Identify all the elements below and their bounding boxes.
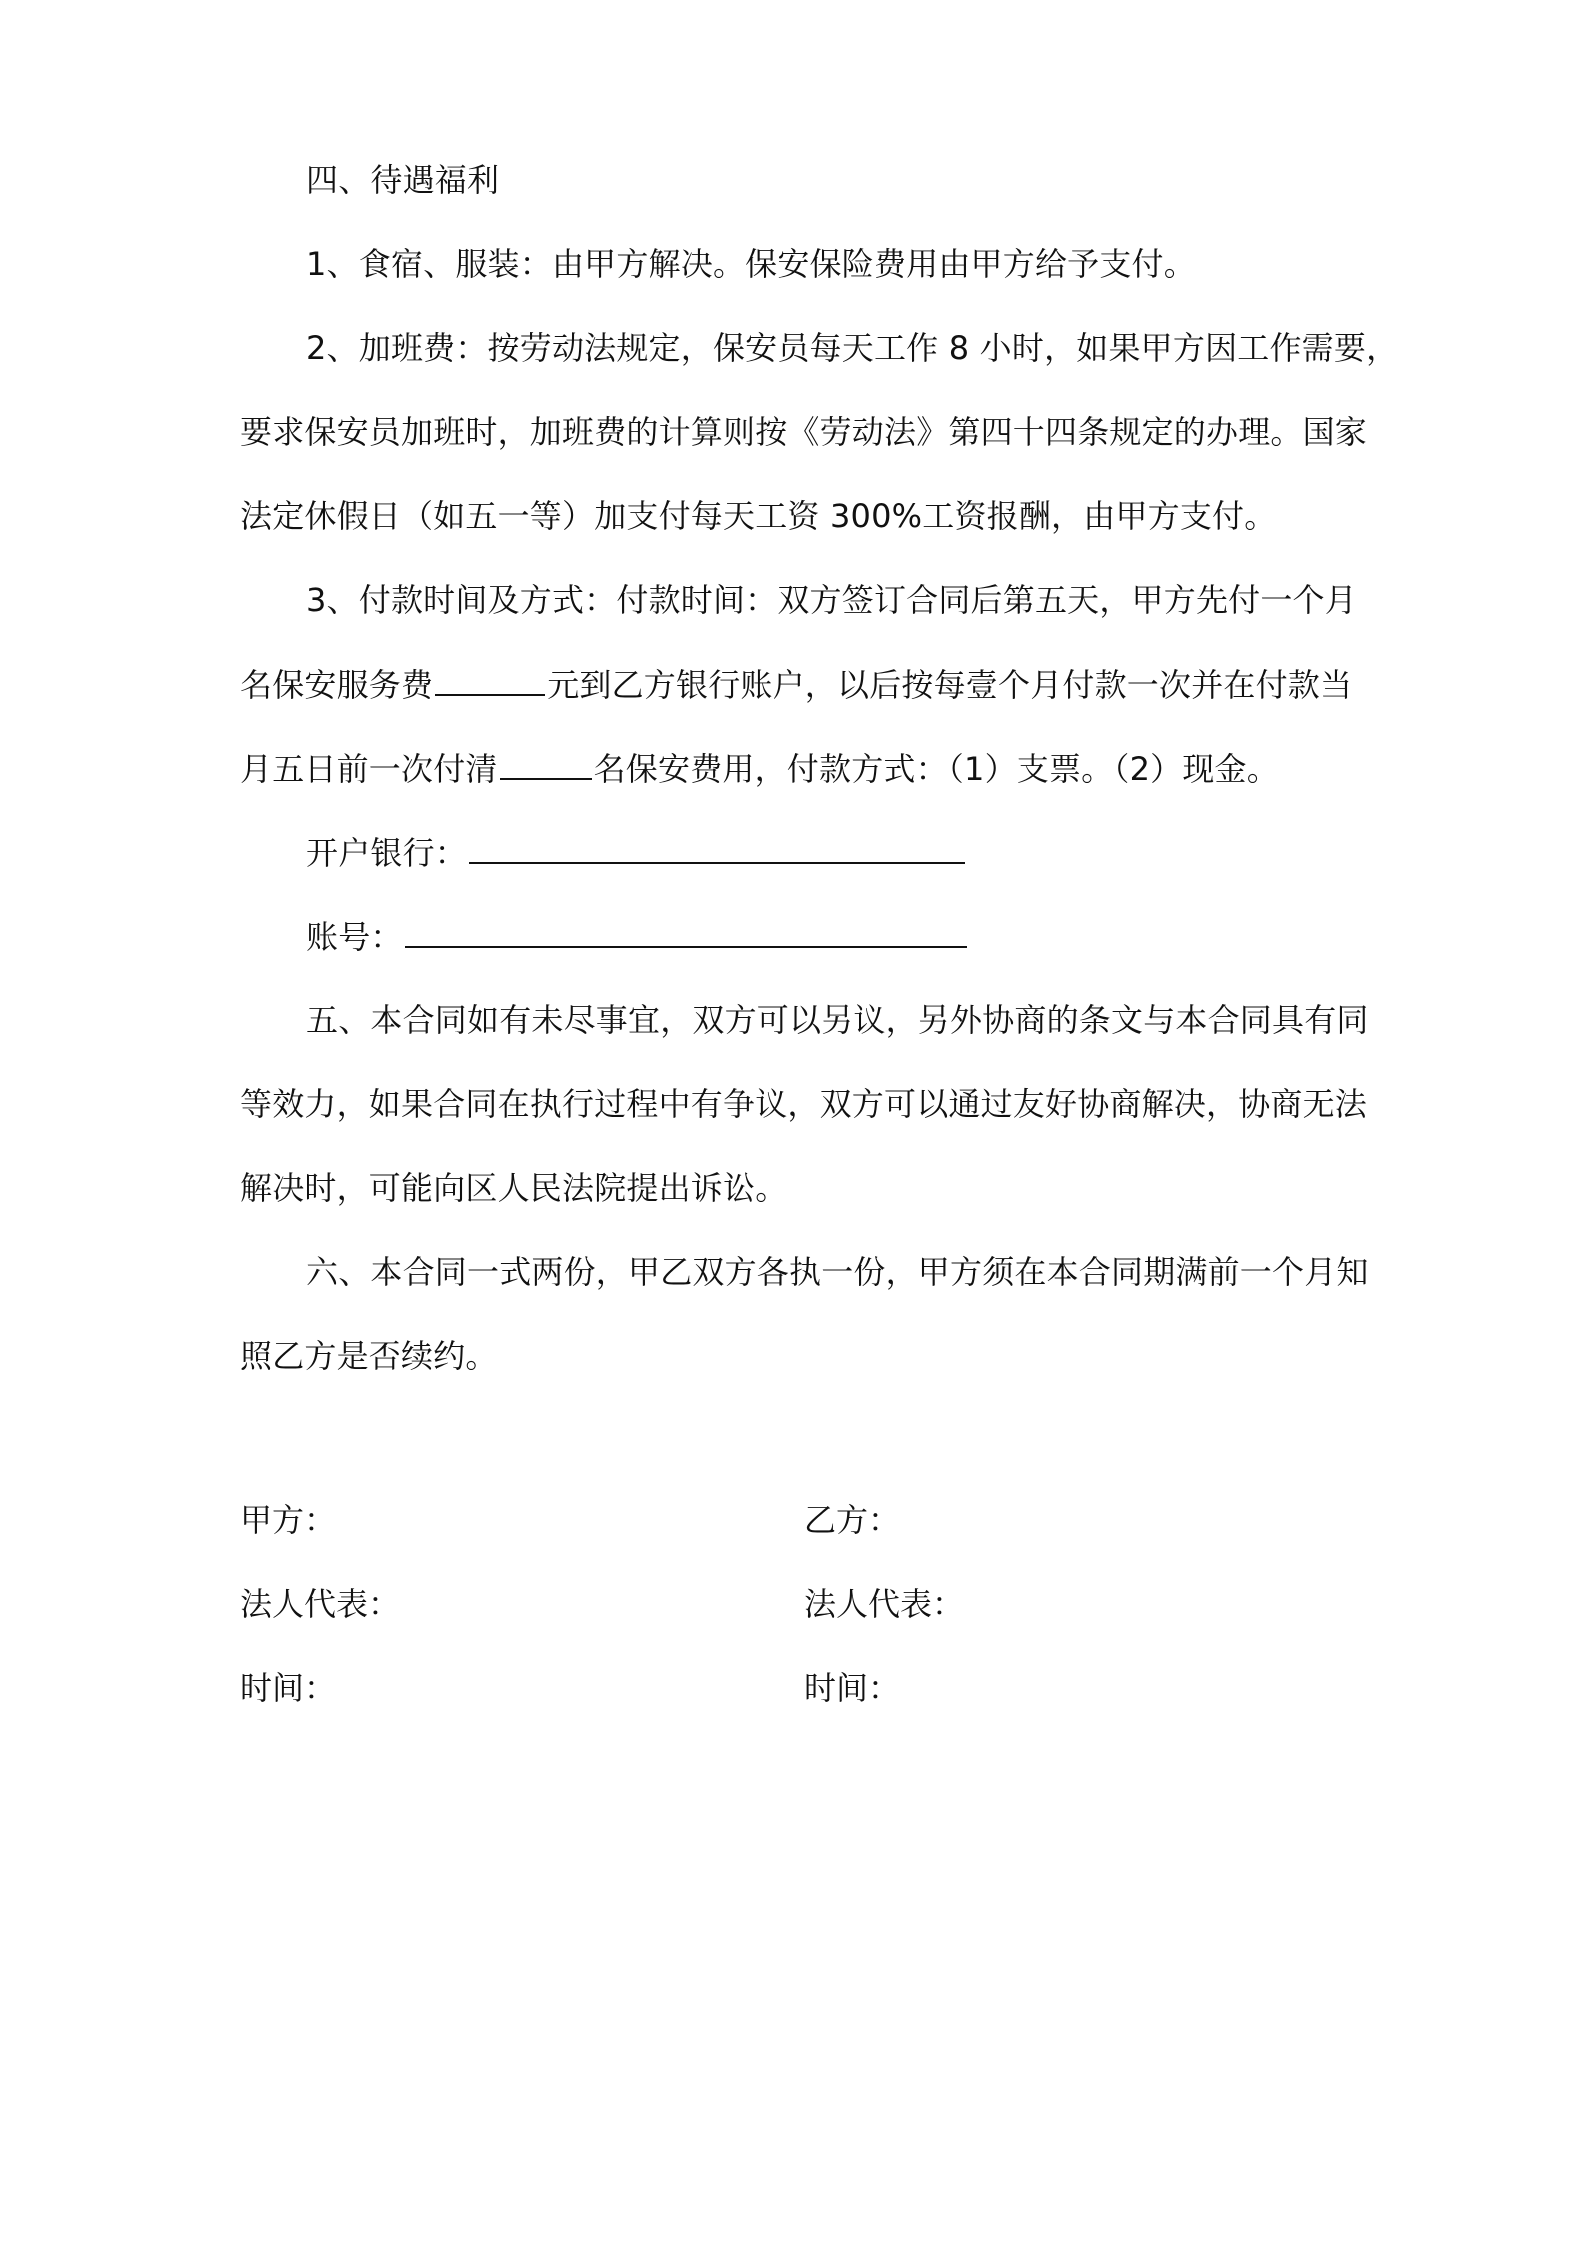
section-5-line-2: 等效力，如果合同在执行过程中有争议，双方可以通过友好协商解决，协商无法: [240, 1085, 1368, 1123]
payment-method-text: 名保安费用，付款方式：（1）支票。（2）现金。: [593, 750, 1279, 788]
section-4-item-3-line-3: [240, 748, 1279, 789]
bank-label: 开户银行：: [306, 834, 468, 872]
section-6-line-1: 六、本合同一式两份，甲乙双方各执一份，甲方须在本合同期满前一个月知: [306, 1253, 1369, 1291]
bank-name-blank[interactable]: [469, 832, 965, 864]
time-a-label: 时间：: [240, 1669, 337, 1707]
account-number-blank[interactable]: [405, 916, 967, 948]
account-line: [306, 916, 969, 957]
section-4-item-2-line-1: 2、加班费：按劳动法规定，保安员每天工作 8 小时，如果甲方因工作需要，: [306, 329, 1399, 367]
time-b-label: 时间：: [804, 1669, 901, 1707]
section-4-heading: 四、待遇福利: [306, 161, 500, 199]
service-fee-amount-blank[interactable]: [435, 664, 545, 696]
section-4-item-2-line-2: 要求保安员加班时，加班费的计算则按《劳动法》第四十四条规定的办理。国家: [240, 413, 1368, 451]
section-6-line-2: 照乙方是否续约。: [240, 1337, 498, 1375]
guard-count-blank[interactable]: [500, 748, 592, 780]
section-4-item-2-line-3: 法定休假日（如五一等）加支付每天工资 300%工资报酬，由甲方支付。: [240, 497, 1277, 535]
legal-rep-a-label: 法人代表：: [240, 1585, 401, 1623]
payment-due-prefix: 月五日前一次付清: [240, 750, 498, 788]
service-fee-prefix: 名保安服务费: [240, 666, 434, 704]
party-a-label: 甲方：: [240, 1501, 337, 1539]
party-b-label: 乙方：: [804, 1501, 901, 1539]
section-5-line-1: 五、本合同如有未尽事宜，双方可以另议，另外协商的条文与本合同具有同: [306, 1001, 1369, 1039]
section-5-line-3: 解决时，可能向区人民法院提出诉讼。: [240, 1169, 788, 1207]
bank-line: [306, 832, 967, 873]
section-4-item-3-line-2: [240, 664, 1352, 705]
section-4-item-1: 1、食宿、服装：由甲方解决。保安保险费用由甲方给予支付。: [306, 245, 1196, 283]
legal-rep-b-label: 法人代表：: [804, 1585, 965, 1623]
service-fee-suffix: 元到乙方银行账户，以后按每壹个月付款一次并在付款当: [547, 666, 1353, 704]
section-4-item-3-line-1: 3、付款时间及方式：付款时间：双方签订合同后第五天，甲方先付一个月: [306, 581, 1357, 619]
account-label: 账号：: [306, 918, 403, 956]
